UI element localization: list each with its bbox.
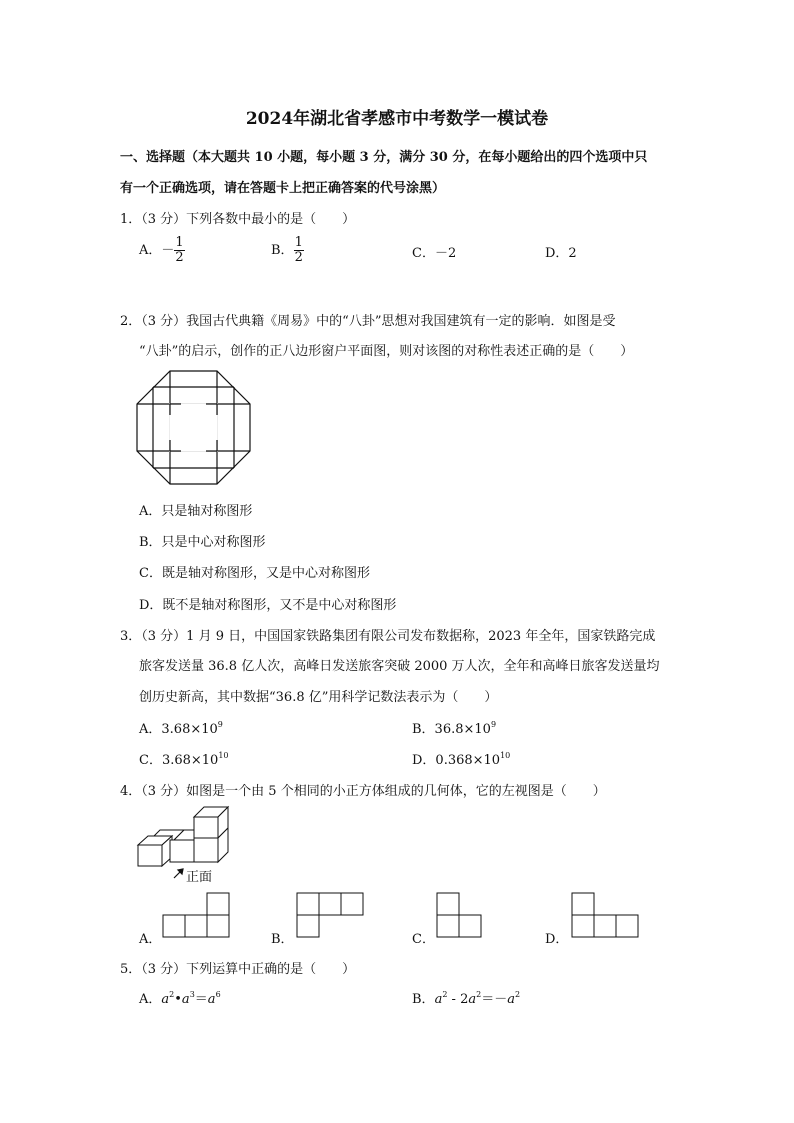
front-arrow-icon [172,866,186,880]
question-3-option-a: A．$3.68\times 10^9$ [139,720,223,737]
question-3-option-b: B．$36.8\times 10^9$ [412,720,497,737]
fraction-neg-half: $\frac{1}{2}$ [175,235,184,265]
question-4-option-a-figure [162,892,230,938]
question-2-line2: “八卦”的启示，创作的正八边形窗户平面图，则对该图的对称性表述正确的是（ ） [139,344,634,359]
question-1-option-d: D．2 [545,246,577,261]
question-2-line1: 2．（3 分）我国古代典籍《周易》中的“八卦”思想对我国建筑有一定的影响．如图是受 [120,314,616,329]
question-4-stem: 4．（3 分）如图是一个由 5 个相同的小正方体组成的几何体，它的左视图是（ ） [120,784,606,799]
question-2-option-a: A．只是轴对称图形 [139,504,253,519]
question-1-option-b: B． $\frac{1}{2}$ [271,235,303,265]
question-4-option-b-label: B． [271,932,294,947]
question-4-option-b-figure [296,892,364,938]
question-4-option-d-label: D． [545,932,569,947]
octagon-window-figure [136,370,251,485]
question-3-line3: 创历史新高，其中数据“36.8 亿”用科学记数法表示为（ ） [139,690,498,705]
exam-title: 2024年湖北省孝感市中考数学一模试卷 [245,109,549,129]
cube-solid-figure [136,806,236,868]
fraction-half: $\frac{1}{2}$ [294,235,303,265]
section-heading-line1: 一、选择题（本大题共 10 小题，每小题 3 分，满分 30 分，在每小题给出的四个选项中只 [120,150,648,165]
section-heading-line2: 有一个正确选项，请在答题卡上把正确答案的代号涂黑） [120,181,446,196]
question-5-option-a: A．$a^2•a^3=a^6$ [139,990,221,1007]
front-view-label: 正面 [186,870,213,885]
question-2-option-c: C．既是轴对称图形，又是中心对称图形 [139,566,370,581]
question-1-stem: 1．（3 分）下列各数中最小的是（ ） [120,212,356,227]
question-5-option-b: B．$a^2 - 2a^2=-a^2$ [412,990,521,1007]
question-3-line1: 3．（3 分）1 月 9 日，中国国家铁路集团有限公司发布数据称，2023 年全年，国家铁路完成 [120,629,656,644]
question-2-option-b: B．只是中心对称图形 [139,535,266,550]
question-3-option-d: D．$0.368\times 10^{10}$ [412,751,511,768]
question-3-line2: 旅客发送量 36.8 亿人次，高峰日发送旅客突破 2000 万人次，全年和高峰日旅客发送量均 [139,659,660,674]
question-1-option-a: A．－ $\frac{1}{2}$ [139,235,184,265]
question-5-stem: 5．（3 分）下列运算中正确的是（ ） [120,962,356,977]
question-4-option-c-label: C． [412,932,435,947]
question-2-option-d: D．既不是轴对称图形，又不是中心对称图形 [139,598,397,613]
question-1-option-c: C．－2 [412,246,457,261]
question-4-option-c-figure [436,892,482,938]
question-3-option-c: C．$3.68\times 10^{10}$ [139,751,229,768]
question-4-option-d-figure [571,892,639,938]
question-4-option-a-label: A． [139,932,162,947]
